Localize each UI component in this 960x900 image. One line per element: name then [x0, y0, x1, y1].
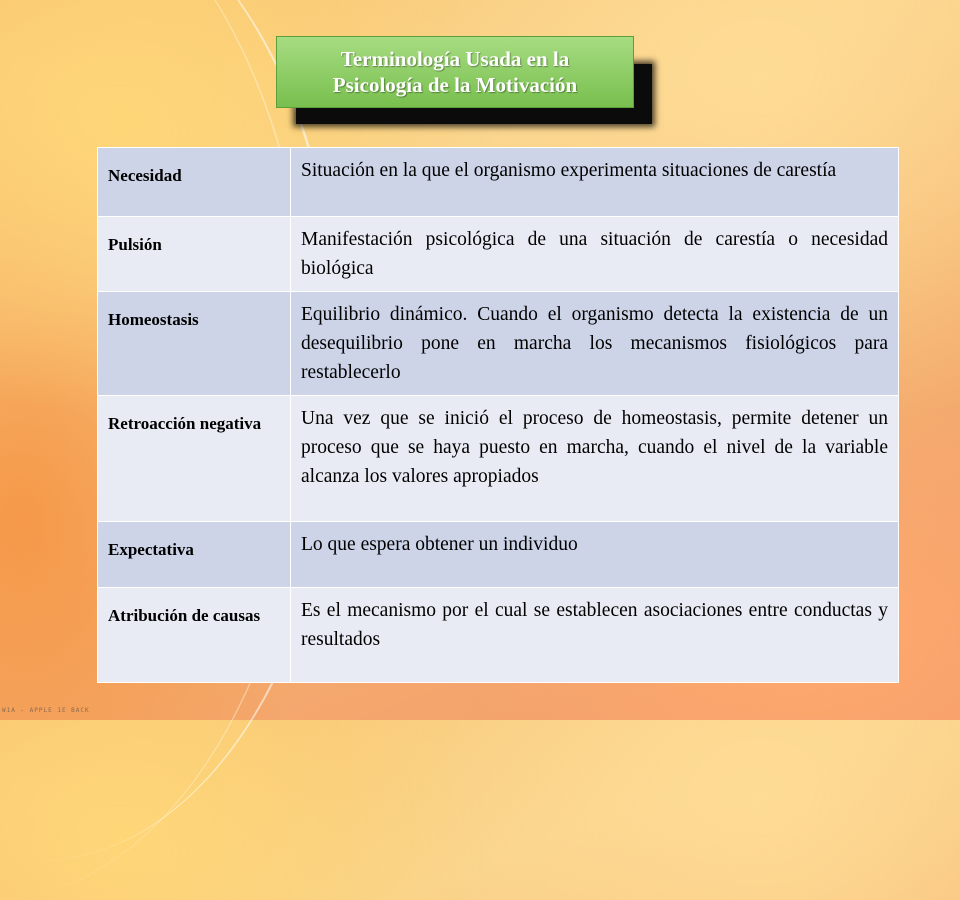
terminology-table — [97, 147, 899, 683]
table-row — [98, 292, 899, 396]
footer-text: W1A - APPLE 1E BACK — [2, 707, 90, 714]
definition-cell: Equilibrio dinámico. Cuando el organismo detecta la existencia de un desequilibrio pone en marcha los mecanismos fisiológicos para restablecerlo — [291, 292, 899, 396]
term-cell: Pulsión — [98, 217, 291, 292]
definition-cell: Lo que espera obtener un individuo — [291, 522, 899, 588]
term-cell: Atribución de causas — [98, 588, 291, 683]
slide-title — [333, 46, 577, 98]
table-row — [98, 148, 899, 217]
term-cell: Necesidad — [98, 148, 291, 217]
table-row — [98, 588, 899, 683]
definition-cell: Una vez que se inició el proceso de homeostasis, permite detener un proceso que se haya puesto en marcha, cuando el nivel de la variable alcanza los valores apropiados — [291, 396, 899, 522]
slide-title-line-2: Psicología de la Motivación — [332, 73, 578, 97]
table-row — [98, 396, 899, 522]
term-cell: Retroacción negativa — [98, 396, 291, 522]
table-row — [98, 217, 899, 292]
slide-title-line-1: Terminología Usada en la — [340, 47, 570, 71]
definition-cell: Manifestación psicológica de una situación de carestía o necesidad biológica — [291, 217, 899, 292]
term-cell: Homeostasis — [98, 292, 291, 396]
term-cell: Expectativa — [98, 522, 291, 588]
definition-cell: Es el mecanismo por el cual se establecen asociaciones entre conductas y resultados — [291, 588, 899, 683]
table-row — [98, 522, 899, 588]
definition-cell: Situación en la que el organismo experimenta situaciones de carestía — [291, 148, 899, 217]
slide-title-box — [276, 36, 634, 108]
